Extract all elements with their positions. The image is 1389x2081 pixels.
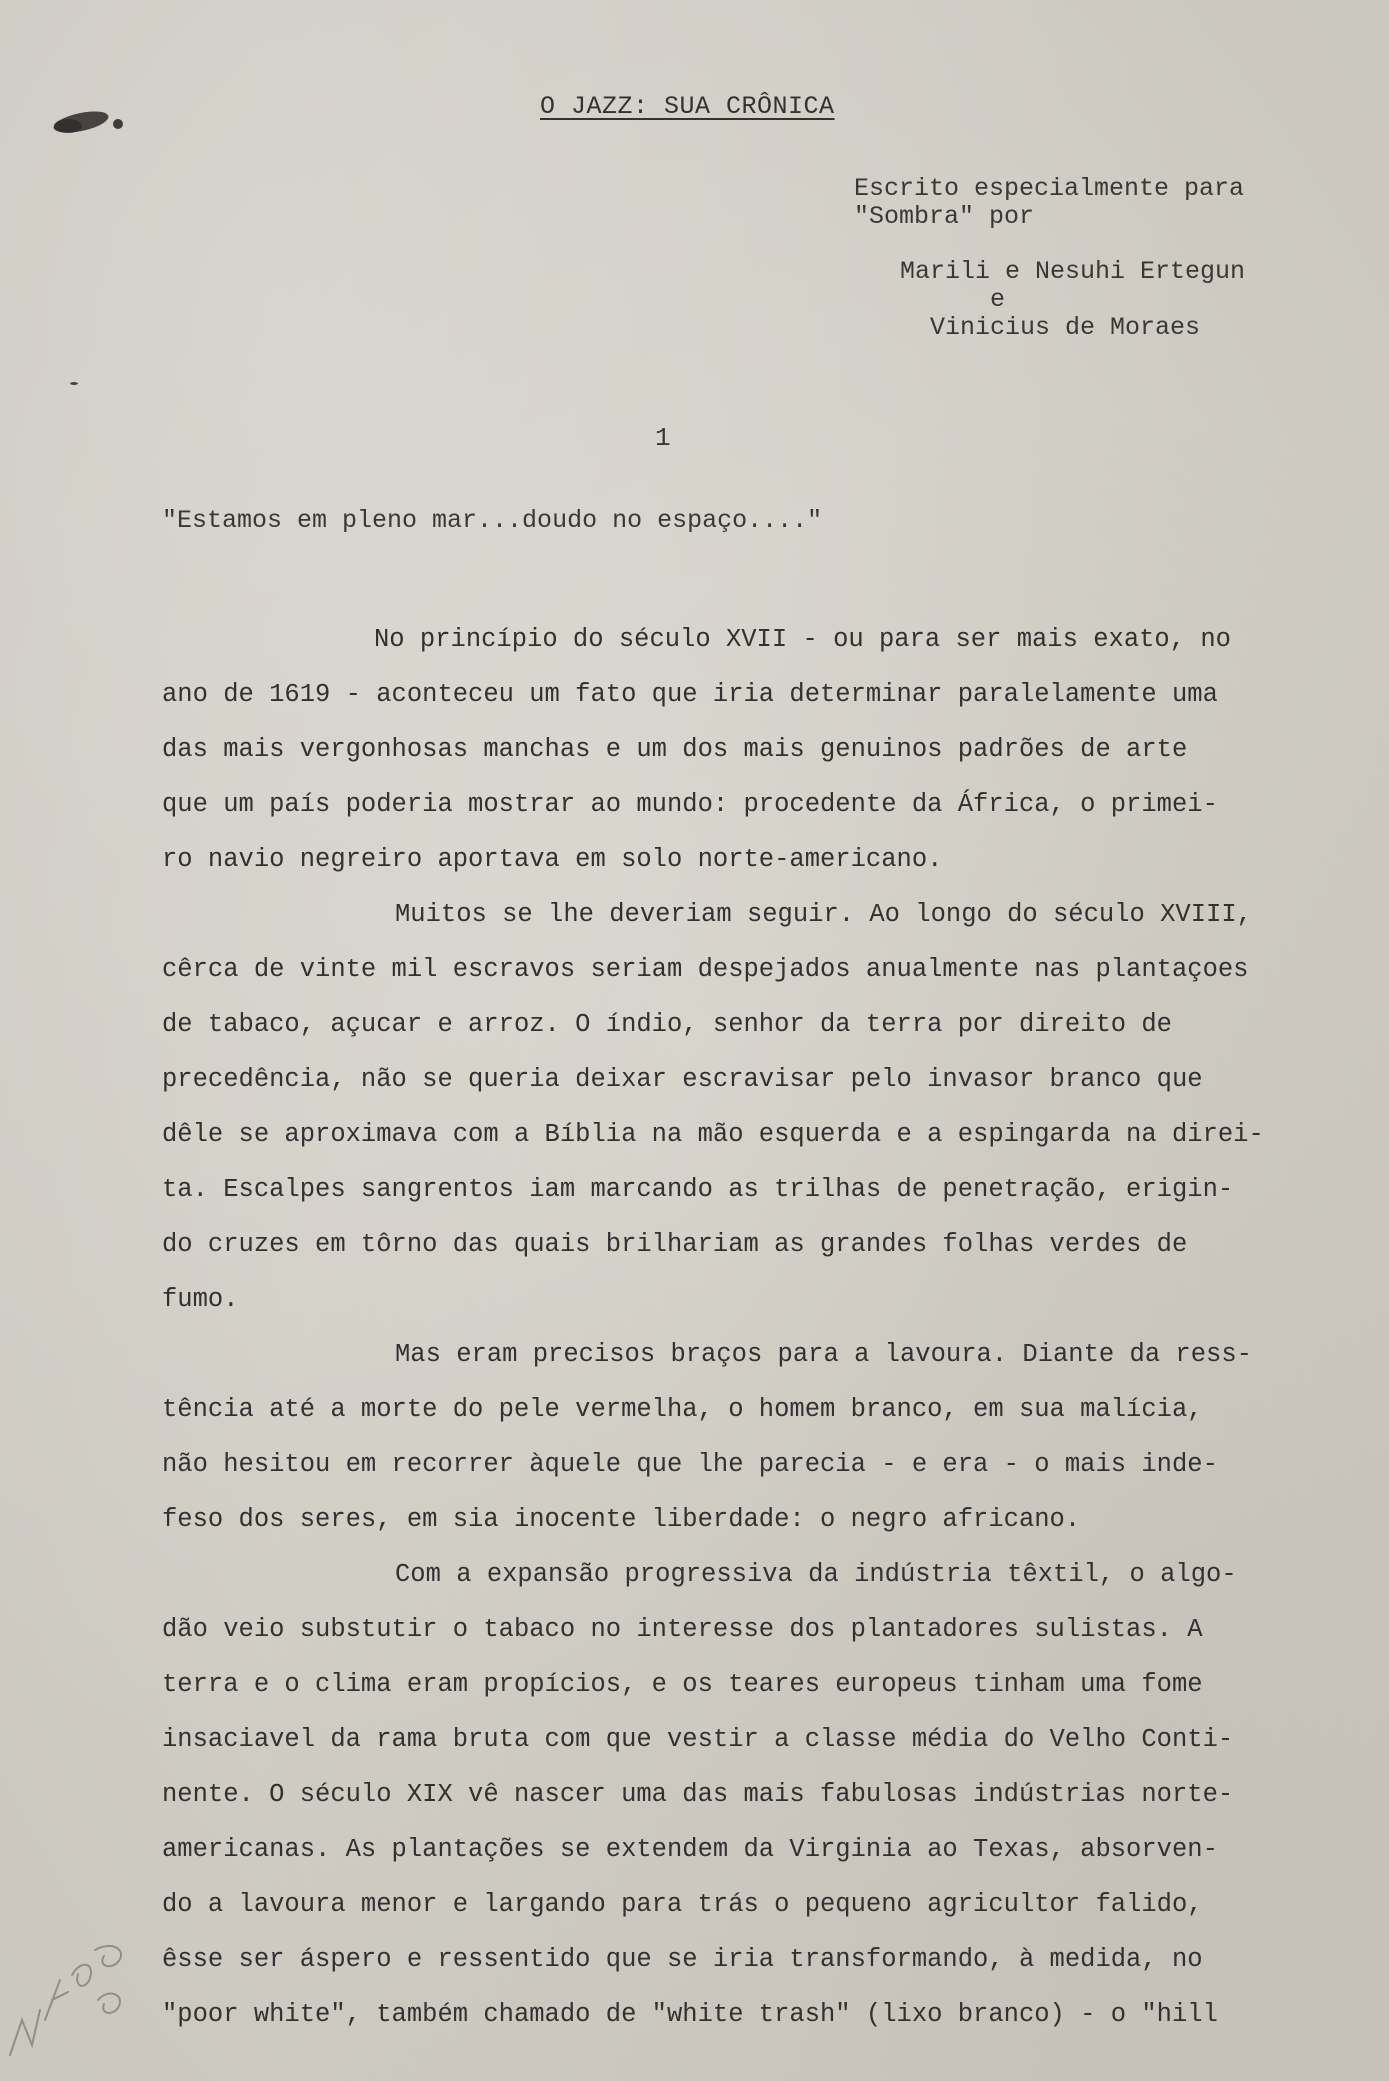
text-line: ano de 1619 - aconteceu um fato que iria determinar paralelamente uma bbox=[162, 680, 1218, 709]
text-line: ta. Escalpes sangrentos iam marcando as trilhas de penetração, erigin- bbox=[162, 1175, 1234, 1204]
text-line: Com a expansão progressiva da indústria têxtil, o algo- bbox=[395, 1560, 1237, 1589]
text-line: ro navio negreiro aportava em solo norte-americano. bbox=[162, 845, 943, 874]
text-line: do a lavoura menor e largando para trás o pequeno agricultor falido, bbox=[162, 1890, 1203, 1919]
pencil-annotation bbox=[0, 1870, 150, 2070]
text-line: tência até a morte do pele vermelha, o homem branco, em sua malícia, bbox=[162, 1395, 1203, 1424]
text-line: Muitos se lhe deveriam seguir. Ao longo do século XVIII, bbox=[395, 900, 1252, 929]
text-line: No princípio do século XVII - ou para ser mais exato, no bbox=[374, 625, 1231, 654]
text-line: dêle se aproximava com a Bíblia na mão esquerda e a espingarda na direi- bbox=[162, 1120, 1264, 1149]
ink-speck bbox=[70, 382, 78, 385]
text-line: "poor white", também chamado de "white trash" (lixo branco) - o "hill bbox=[162, 2000, 1218, 2029]
section-number: 1 bbox=[655, 423, 671, 453]
body-text bbox=[162, 612, 1362, 2042]
text-line: precedência, não se queria deixar escravisar pelo invasor branco que bbox=[162, 1065, 1203, 1094]
text-line: feso dos seres, em sia inocente liberdade: o negro africano. bbox=[162, 1505, 1081, 1534]
text-line: das mais vergonhosas manchas e um dos mais genuinos padrões de arte bbox=[162, 735, 1188, 764]
authors bbox=[900, 258, 1320, 342]
text-line: terra e o clima eram propícios, e os teares europeus tinham uma fome bbox=[162, 1670, 1203, 1699]
text-line: não hesitou em recorrer àquele que lhe parecia - e era - o mais inde- bbox=[162, 1450, 1218, 1479]
author-line: Marili e Nesuhi Ertegun bbox=[900, 257, 1246, 286]
text-line: de tabaco, açucar e arroz. O índio, senhor da terra por direito de bbox=[162, 1010, 1172, 1039]
text-line: nente. O século XIX vê nascer uma das mais fabulosas indústrias norte- bbox=[162, 1780, 1234, 1809]
byline-line: "Sombra" por bbox=[854, 202, 1035, 231]
author-line: Vinicius de Moraes bbox=[900, 313, 1201, 342]
author-line: e bbox=[900, 285, 1006, 314]
document-title: O JAZZ: SUA CRÔNICA bbox=[540, 92, 835, 121]
text-line: fumo. bbox=[162, 1285, 239, 1314]
text-line: êsse ser áspero e ressentido que se iria transformando, à medida, no bbox=[162, 1945, 1203, 1974]
ink-smudge bbox=[46, 100, 136, 140]
text-line: americanas. As plantações se extendem da Virginia ao Texas, absorven- bbox=[162, 1835, 1218, 1864]
text-line: insaciavel da rama bruta com que vestir a classe média do Velho Conti- bbox=[162, 1725, 1234, 1754]
text-line: dão veio substutir o tabaco no interesse dos plantadores sulistas. A bbox=[162, 1615, 1203, 1644]
byline bbox=[854, 175, 1244, 231]
text-line: Mas eram precisos braços para a lavoura. Diante da ress- bbox=[395, 1340, 1252, 1369]
text-line: do cruzes em tôrno das quais brilhariam as grandes folhas verdes de bbox=[162, 1230, 1188, 1259]
text-line: que um país poderia mostrar ao mundo: procedente da África, o primei- bbox=[162, 790, 1218, 819]
byline-line: Escrito especialmente para bbox=[854, 174, 1245, 203]
text-line: cêrca de vinte mil escravos seriam despejados anualmente nas plantaçoes bbox=[162, 955, 1249, 984]
epigraph: "Estamos em pleno mar...doudo no espaço...." bbox=[162, 506, 823, 535]
